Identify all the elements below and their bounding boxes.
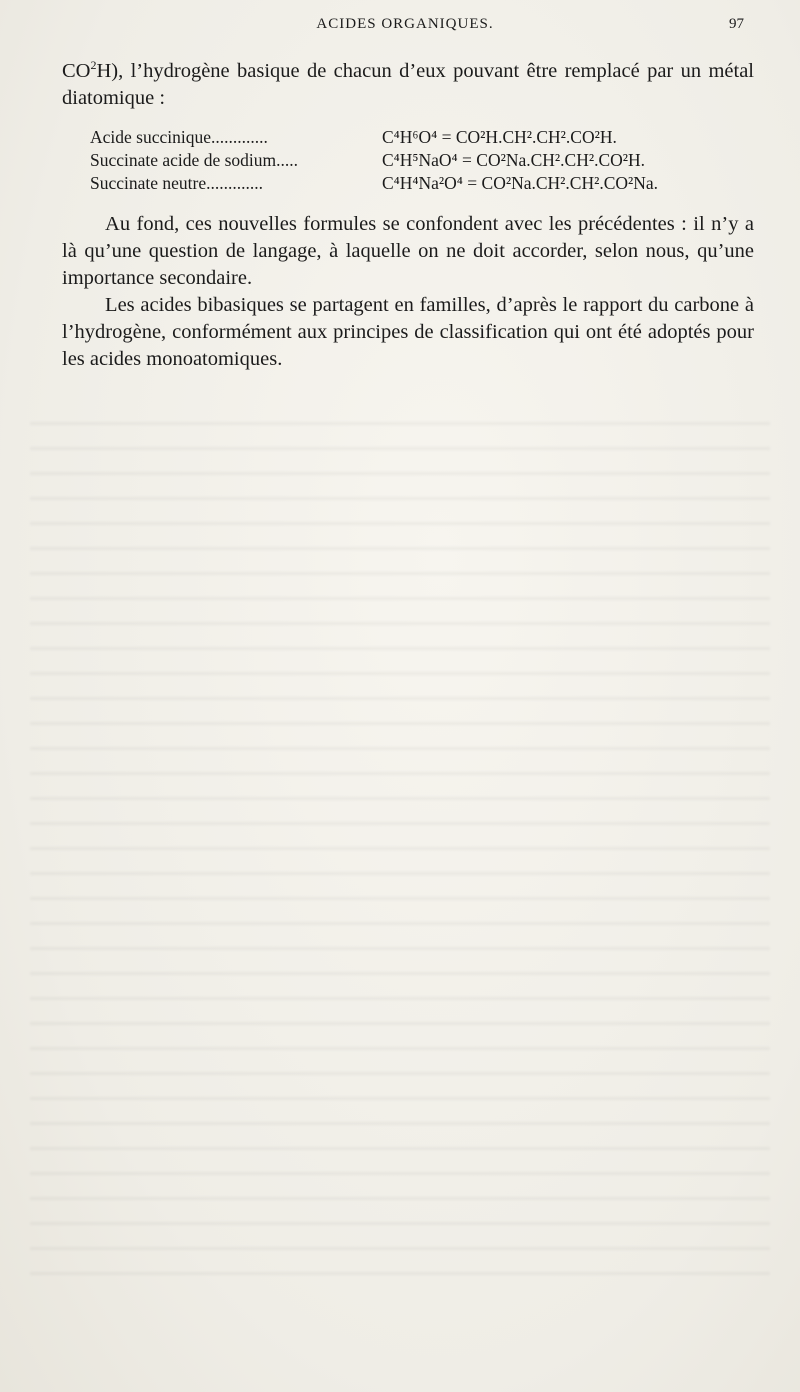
- running-title: ACIDES ORGANIQUES.: [316, 16, 494, 32]
- intro-text-start: CO: [62, 59, 91, 82]
- intro-text-rest: H), l’hydrogène basique de chacun d’eux pouvant être remplacé par un métal diatomique :: [62, 59, 754, 109]
- page-body: [62, 52, 754, 373]
- page-number: 97: [729, 16, 744, 32]
- formula-name: Succinate acide de sodium.....: [90, 149, 298, 170]
- formula-expression: C⁴H⁵NaO⁴ = CO²Na.CH².CH².CO²H.: [382, 149, 646, 170]
- show-through-texture: [30, 400, 770, 1280]
- formula-name: Succinate neutre.............: [90, 172, 264, 193]
- intro-subscript: 2: [90, 58, 97, 72]
- formula-table: [90, 126, 754, 195]
- paragraph: Les acides bibasiques se partagent en familles, d’après le rapport du carbone à l’hydrogène, conformément aux principes de classification qui ont été adoptés pour les acides monoatomiques.: [62, 293, 754, 370]
- formula-expression: C⁴H⁴Na²O⁴ = CO²Na.CH².CH².CO²Na.: [382, 172, 659, 193]
- intro-paragraph: [62, 52, 754, 112]
- formula-expression: C⁴H⁶O⁴ = CO²H.CH².CH².CO²H.: [382, 126, 617, 147]
- page-header: [60, 16, 750, 42]
- formula-row: [90, 172, 754, 195]
- paragraph: Au fond, ces nouvelles formules se confondent avec les précédentes : il n’y a là qu’une question de langage, à laquelle on ne doit accorder, selon nous, qu’une importance secondaire.: [62, 212, 754, 289]
- formula-name: Acide succinique.............: [90, 126, 268, 147]
- formula-row: [90, 149, 754, 172]
- formula-row: [90, 126, 754, 149]
